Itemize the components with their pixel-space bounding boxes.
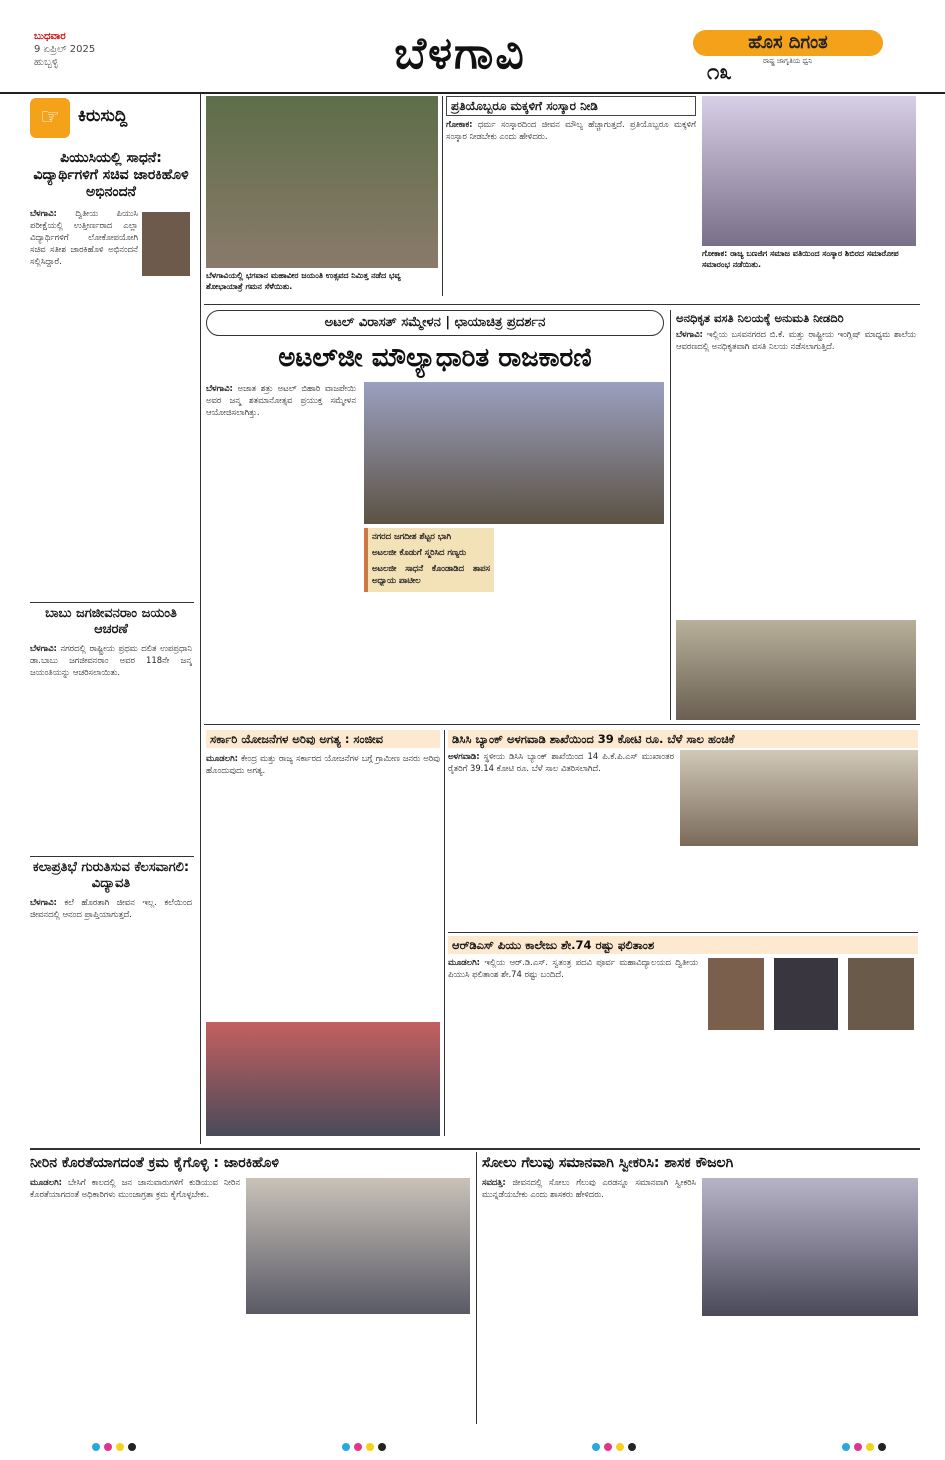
article-text: ನಗರದಲ್ಲಿ ರಾಷ್ಟ್ರೀಯ ಪ್ರಥಮ ದಲಿತ ಉಪಪ್ರಧಾನಿ ಡಾ.ಬಾಬು ಜಗಜೀವನರಾಂ ಅವರ 118ನೇ ಜನ್ಮ ಜಯಂತಿಯನ್ನು ಆಚರಿಸಲಾಯಿತು. (30, 643, 192, 677)
headline: ಪಿಯುಸಿಯಲ್ಲಿ ಸಾಧನೆ: ವಿದ್ಯಾರ್ಥಿಗಳಿಗೆ ಸಚಿವ ಜಾರಕಿಹೊಳಿ ಅಭಿನಂದನೆ (33, 150, 189, 200)
page-number: ೧೩ (707, 60, 732, 85)
brand-tagline: ರಾಷ್ಟ್ರ ಜಾಗೃತಿಯ ಧ್ವನಿ (763, 57, 813, 65)
dateline: ಬೆಳಗಾವಿ: (30, 897, 57, 907)
dateline: ಮೂಡಲಗಿ: (30, 1177, 62, 1187)
article-continued (30, 325, 192, 647)
column-rule (476, 1152, 477, 1424)
news-item (206, 730, 440, 1016)
date-block (34, 30, 95, 69)
dateline: ಮೂಡಲಗಿ: (448, 957, 480, 967)
conference-photo (364, 382, 664, 524)
article-body (30, 642, 192, 858)
article-text: ಇಲ್ಲಿಯ ಬಸವನಗರದ ಬಿ.ಕೆ. ಮತ್ತು ರಾಷ್ಟ್ರೀಯ ಇಂಗ್ಲಿಷ್ ಮಾಧ್ಯಮ ಶಾಲೆಯ ಆವರಣದಲ್ಲಿ ಅನಧಿಕೃತವಾಗಿ ವಸತಿ ನಿಲಯ ನಡೆಸಲಾಗುತ್ತಿದೆ. (676, 329, 916, 351)
kirusuddi-header (30, 96, 190, 142)
news-item (30, 860, 192, 1136)
article-continued (702, 1320, 918, 1422)
column-rule (444, 730, 445, 1136)
atal-story (206, 310, 664, 376)
article-text: ಅಜಾತ ಶತ್ರು ಅಟಲ್ ಬಿಹಾರಿ ವಾಜಪೇಯಿ ಅವರ ಜನ್ಮ ಶತಮಾನೋತ್ಸವ ಪ್ರಯುಕ್ತ ಸಮ್ಮೇಳನ ಆಯೋಜಿಸಲಾಗಿತ್ತು. (206, 383, 356, 417)
article-text: ಕೇಂದ್ರ ಮತ್ತು ರಾಜ್ಯ ಸರ್ಕಾರದ ಯೋಜನೆಗಳ ಬಗ್ಗೆ ಗ್ರಾಮೀಣ ಜನರು ಅರಿವು ಹೊಂದುವುದು ಅಗತ್ಯ. (206, 753, 440, 775)
registration-marks (90, 1436, 138, 1455)
brand-name: ಹೊಸ ದಿಗಂತ (693, 30, 883, 56)
article-body (206, 752, 440, 1016)
headline: ಕಲಾಪ್ರತಿಭೆ ಗುರುತಿಸುವ ಕೆಲಸವಾಗಲಿ: ವಿದ್ಯಾವತಿ (32, 860, 190, 891)
headline: ಅಟಲ್‌ಜೀ ಮೌಲ್ಯಾಧಾರಿತ ರಾಜಕಾರಣಿ (278, 343, 592, 373)
highlight-3: ಅಟಲಜೀ ಸಾಧನೆ ಕೊಂಡಾಡಿದ ತಾಪಸ ಅಧ್ಯಾಯ ಪಾಟೀಲ (372, 563, 490, 585)
highlights-box (364, 528, 494, 592)
article-body (676, 328, 916, 618)
headline: ಸೋಲು ಗೆಲುವು ಸಮಾನವಾಗಿ ಸ್ವೀಕರಿಸಿ: ಶಾಸಕ ಕೌಜಲಗಿ (482, 1155, 734, 1171)
article-text: ಸ್ಥಳೀಯ ಡಿಸಿಸಿ ಬ್ಯಾಂಕ್ ಶಾಖೆಯಿಂದ 14 ಪಿ.ಕೆ.ಪಿ.ಎಸ್ ಮುಖಾಂತರ ರೈತರಿಗೆ 39.14 ಕೋಟಿ ರೂ. ಬೆಳೆ ಸಾಲ ವಿತರಿಸಲಾಗಿದೆ. (448, 751, 674, 773)
headline: ನೀರಿನ ಕೊರತೆಯಾಗದಂತೆ ಕ್ರಮ ಕೈಗೊಳ್ಳಿ : ಜಾರಕಿಹೊಳಿ (30, 1155, 279, 1171)
headline: ಬಾಬು ಜಗಜೀವನರಾಂ ಜಯಂತಿ ಆಚರಣೆ (45, 606, 177, 637)
article-body (30, 207, 138, 325)
column-rule (442, 96, 443, 296)
registration-marks (340, 1436, 388, 1455)
article-body (448, 956, 698, 1130)
headline: ಅನಧಿಕೃತ ವಸತಿ ನಿಲಯಕ್ಕೆ ಅನುಮತಿ ನೀಡದಿರಿ (676, 311, 844, 325)
article-body (482, 1176, 696, 1426)
memorandum-photo (676, 620, 916, 720)
photo-caption: ಗೋಕಾಕ: ರಾಜ್ಯ ಬಣಜಿಗ ಸಮಾಜ ವತಿಯಿಂದ ಸಂಸ್ಕಾರ ಶಿಬಿರದ ಸಮಾರೋಪ ಸಮಾರಂಭ ನಡೆಯಿತು. (702, 248, 916, 270)
awareness-program-photo (206, 1022, 440, 1136)
column-rule (200, 94, 201, 1144)
dateline: ಬೆಳಗಾವಿ: (206, 383, 233, 393)
article-continued (246, 1318, 470, 1422)
section-divider (204, 304, 920, 305)
student-photo-2 (774, 958, 838, 1030)
kirusuddi-label: ಕಿರುಸುದ್ದಿ (78, 106, 128, 126)
dateline: ಅಳಗವಾಡಿ: (448, 751, 480, 761)
issue-date: 9 ಏಪ್ರಿಲ್ 2025 (34, 44, 96, 55)
article-text: ಕಲೆ ಹೊರತಾಗಿ ಜೀವನ ಇಲ್ಲ. ಕಲೆಯಿಂದ ಜೀವನದಲ್ಲಿ ಆನಂದ ಪ್ರಾಪ್ತಿಯಾಗುತ್ತದೆ. (30, 897, 192, 919)
dateline: ಮೂಡಲಗಿ: (206, 753, 238, 763)
college-event-photo (702, 1178, 918, 1316)
group-photo (702, 96, 916, 246)
loan-distribution-photo (680, 750, 918, 846)
dateline: ಗೋಕಾಕ: (446, 119, 473, 129)
highlight-1: ನಗರದ ಜಗದೀಶ ಶೆಟ್ಟರ ಭಾಗಿ (372, 531, 452, 541)
registration-marks (590, 1436, 638, 1455)
news-item (30, 606, 192, 858)
section-divider (204, 724, 920, 725)
article-body (206, 382, 356, 716)
news-item (30, 150, 192, 647)
article-text: ಇಲ್ಲಿಯ ಆರ್.ಡಿ.ಎಸ್. ಸ್ವತಂತ್ರ ಪದವಿ ಪೂರ್ವ ಮಹಾವಿದ್ಯಾಲಯದ ದ್ವಿತೀಯ ಪಿಯುಸಿ ಫಲಿತಾಂಶ ಶೇ.74 ರಷ್ಟು ಬಂದಿದೆ. (448, 957, 698, 979)
edition-city: ಹುಬ್ಬಳ್ಳಿ (34, 57, 59, 68)
headline: ಸರ್ಕಾರಿ ಯೋಜನೆಗಳ ಅರಿವು ಅಗತ್ಯ : ಸಂಜೀವ (206, 730, 440, 748)
article-text: ಜೀವನದಲ್ಲಿ ಸೋಲು ಗೆಲುವು ಎರಡನ್ನೂ ಸಮಾನವಾಗಿ ಸ್ವೀಕರಿಸಿ ಮುನ್ನಡೆಯಬೇಕು ಎಂದು ಶಾಸಕರು ಹೇಳಿದರು. (482, 1177, 696, 1199)
article-text: ದ್ವಿತೀಯ ಪಿಯುಸಿ ಪರೀಕ್ಷೆಯಲ್ಲಿ ಉತ್ತೀರ್ಣರಾದ ಎಲ್ಲಾ ವಿದ್ಯಾರ್ಥಿಗಳಿಗೆ ಲೋಕೋಪಯೋಗಿ ಸಚಿವ ಸತೀಶ ಜಾರಕಿಹೊಳಿ ಅಭಿನಂದನೆ ಸಲ್ಲಿಸಿದ್ದಾರೆ. (30, 208, 138, 266)
page-title: ಬೆಳಗಾವಿ (394, 28, 526, 79)
dateline: ಸವದತ್ತಿ: (482, 1177, 506, 1187)
dateline: ಬೆಳಗಾವಿ: (30, 643, 57, 653)
article-text: ಧರ್ಮ ಸಂಸ್ಕಾರದಿಂದ ಜೀವನ ಮೌಲ್ಯ ಹೆಚ್ಚಾಗುತ್ತದೆ. ಪ್ರತಿಯೊಬ್ಬರೂ ಮಕ್ಕಳಿಗೆ ಸಂಸ್ಕಾರ ನೀಡಬೇಕು ಎಂದು ಹೇಳಿದರು. (446, 119, 696, 141)
headline: ಡಿಸಿಸಿ ಬ್ಯಾಂಕ್ ಅಳಗವಾಡಿ ಶಾಖೆಯಿಂದ 39 ಕೋಟಿ ರೂ. ಬೆಳೆ ಸಾಲ ಹಂಚಿಕೆ (448, 730, 918, 748)
masthead (0, 0, 945, 94)
article-continued (706, 1034, 918, 1134)
news-item (446, 96, 696, 296)
dateline: ಬೆಳಗಾವಿ: (30, 208, 57, 218)
dateline: ಬೆಳಗಾವಿ: (676, 329, 703, 339)
article-body (30, 1176, 240, 1426)
item-divider (30, 602, 194, 603)
article-body (448, 750, 674, 860)
item-divider (448, 932, 918, 933)
highlight-2: ಅಟಲಜೀ ಕೊಡುಗೆ ಸ್ಮರಿಸಿದ ಗಣ್ಯರು (372, 547, 467, 557)
news-item (676, 310, 916, 618)
meeting-photo (246, 1178, 470, 1314)
brand-logo (693, 30, 883, 85)
headline: ಪ್ರತಿಯೊಬ್ಬರೂ ಮಕ್ಕಳಿಗೆ ಸಂಸ್ಕಾರ ನೀಡಿ (446, 96, 696, 116)
photo-caption: ಬೆಳಗಾವಿಯಲ್ಲಿ ಭಗವಾನ ಮಹಾವೀರ ಜಯಂತಿ ಉತ್ಸವದ ನಿಮಿತ್ತ ನಡೆದ ಭವ್ಯ ಶೋಭಾಯಾತ್ರೆ ಗಮನ ಸೆಳೆಯಿತು. (206, 270, 438, 292)
student-photo-3 (848, 958, 914, 1030)
student-photo-1 (708, 958, 764, 1030)
pointing-hand-icon: ☞ (30, 98, 70, 138)
weekday: ಬುಧವಾರ (34, 31, 66, 42)
procession-photo (206, 96, 438, 268)
article-body (446, 118, 696, 296)
article-continued (448, 864, 918, 928)
article-body (30, 896, 192, 1136)
headline: ಆರ್‌ಡಿಎಸ್ ಪಿಯು ಕಾಲೇಜು ಶೇ.74 ರಷ್ಟು ಫಲಿತಾಂಶ (448, 936, 918, 954)
article-continued (488, 528, 664, 718)
registration-marks (840, 1436, 888, 1455)
kicker: ಅಟಲ್ ವಿರಾಸತ್ ಸಮ್ಮೇಳನ | ಛಾಯಾಚಿತ್ರ ಪ್ರದರ್ಶನ (206, 310, 664, 336)
article-text: ಬೇಸಿಗೆ ಕಾಲದಲ್ಲಿ ಜನ ಜಾನುವಾರುಗಳಿಗೆ ಕುಡಿಯುವ ನೀರಿನ ಕೊರತೆಯಾಗದಂತೆ ಅಧಿಕಾರಿಗಳು ಮುಂಜಾಗ್ರತಾ ಕ್ರಮ ಕೈಗೊಳ್ಳಬೇಕು. (30, 1177, 240, 1199)
column-rule (670, 310, 671, 720)
item-divider (30, 856, 194, 857)
section-divider (30, 1148, 920, 1150)
portrait-photo (142, 212, 190, 276)
